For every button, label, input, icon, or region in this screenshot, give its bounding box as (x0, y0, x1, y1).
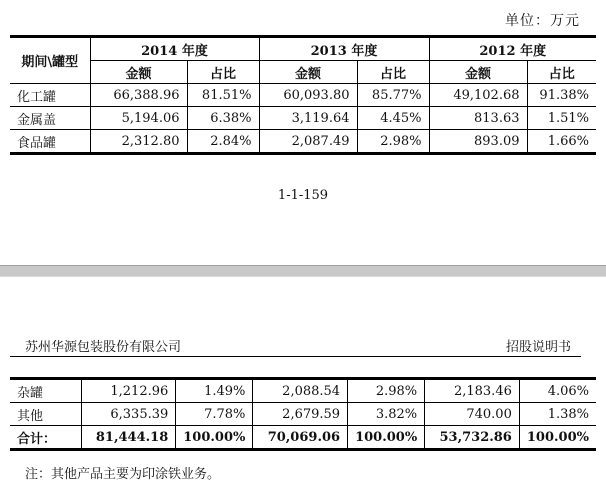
table-cell: 1,212.96 (82, 379, 176, 403)
table-cell: 49,102.68 (429, 84, 527, 107)
sales-by-can-type-table-continued (10, 377, 596, 451)
table-cell: 1.49% (176, 379, 253, 403)
table-cell: 2.98% (357, 130, 429, 154)
page-break-divider (0, 265, 606, 277)
year-header: 2013 年度 (259, 37, 429, 61)
table-cell: 3,119.64 (259, 107, 357, 130)
table-cell: 3.82% (348, 403, 425, 426)
table-cell: 85.77% (357, 84, 429, 107)
total-cell: 81,444.18 (82, 426, 176, 450)
table-cell: 60,093.80 (259, 84, 357, 107)
table-row (10, 107, 596, 130)
table-cell: 66,388.96 (90, 84, 187, 107)
table-cell: 7.78% (176, 403, 253, 426)
total-cell: 100.00% (348, 426, 425, 450)
row-label: 化工罐 (10, 84, 90, 107)
year-header: 2014 年度 (90, 37, 259, 61)
table-row (10, 84, 596, 107)
share-header: 占比 (187, 61, 259, 84)
table-cell: 2,087.49 (259, 130, 357, 154)
table-row (10, 403, 596, 426)
share-header: 占比 (527, 61, 596, 84)
total-cell: 100.00% (176, 426, 253, 450)
table-cell: 893.09 (429, 130, 527, 154)
table-cell: 4.06% (519, 379, 596, 403)
table-cell: 4.45% (357, 107, 429, 130)
table-cell: 2,088.54 (253, 379, 348, 403)
table-cell: 2,183.46 (425, 379, 520, 403)
total-row (10, 426, 596, 450)
row-label: 其他 (10, 403, 82, 426)
total-cell: 53,732.86 (425, 426, 520, 450)
total-cell: 70,069.06 (253, 426, 348, 450)
table-cell: 1.51% (527, 107, 596, 130)
table-cell: 91.38% (527, 84, 596, 107)
amount-header: 金额 (429, 61, 527, 84)
table-cell: 813.63 (429, 107, 527, 130)
total-cell: 100.00% (519, 426, 596, 450)
table-cell: 740.00 (425, 403, 520, 426)
year-header: 2012 年度 (429, 37, 596, 61)
table-row (10, 379, 596, 403)
page-number: 1-1-159 (277, 188, 329, 203)
document-type: 招股说明书 (505, 340, 571, 355)
table-cell: 2.98% (348, 379, 425, 403)
company-name: 苏州华源包装股份有限公司 (25, 340, 182, 355)
header-rule (10, 356, 581, 357)
table-cell: 6.38% (187, 107, 259, 130)
table-cell: 1.38% (519, 403, 596, 426)
amount-header: 金额 (259, 61, 357, 84)
table-cell: 1.66% (527, 130, 596, 154)
table-cell: 2,312.80 (90, 130, 187, 154)
table-row (10, 130, 596, 154)
table-cell: 6,335.39 (82, 403, 176, 426)
row-label: 杂罐 (17, 385, 44, 401)
share-header: 占比 (357, 61, 429, 84)
sales-by-can-type-table (10, 35, 596, 155)
table-cell: 2,679.59 (253, 403, 348, 426)
row-label: 食品罐 (10, 130, 90, 154)
unit-label: 单位：万元 (505, 13, 580, 29)
amount-header: 金额 (90, 61, 187, 84)
table-cell: 2.84% (187, 130, 259, 154)
total-label: 合计： (10, 426, 82, 450)
corner-header: 期间\罐型 (10, 37, 90, 84)
table-cell: 81.51% (187, 84, 259, 107)
footnote: 注：其他产品主要为印涂铁业务。 (25, 467, 221, 482)
row-label: 金属盖 (10, 107, 90, 130)
table-cell: 5,194.06 (90, 107, 187, 130)
